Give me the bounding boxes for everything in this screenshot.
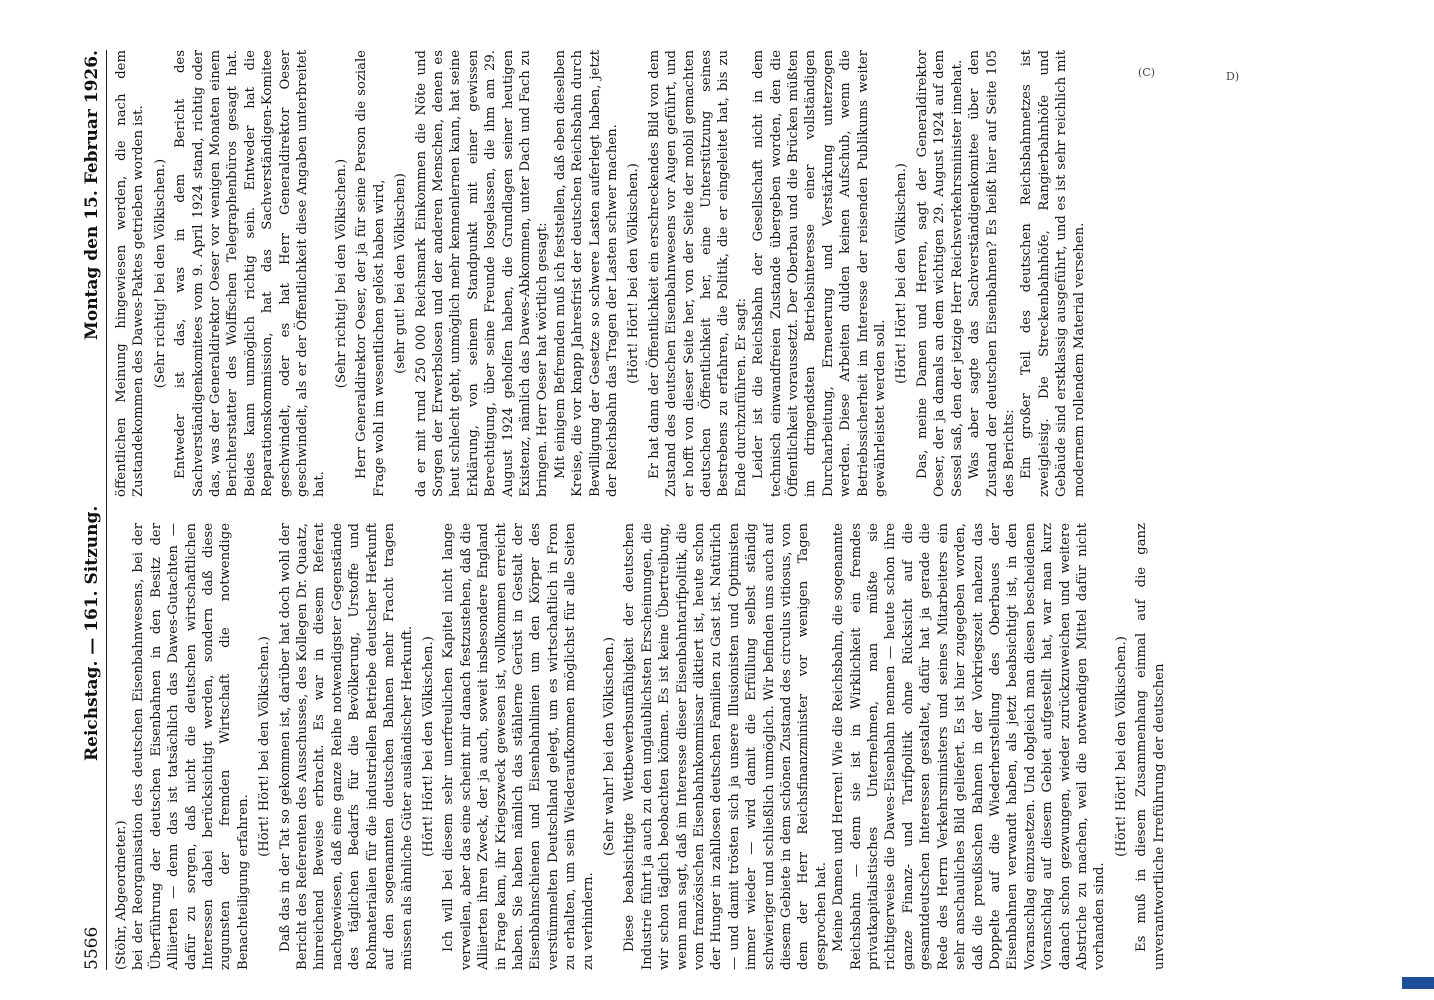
newspaper-page [60,20,1400,1000]
quotation: Leider ist die Reichsbahn der Gesellschaft nicht in dem technisch einwandfreien Zustande übergeben worden, den die Öffentlichkeit voraussetzt. Der Oberbau und die Brücken müßten im dringendsten Betriebsinteresse einer vollständigen Durcharbeitung, Erneuerung und Verstärkung unterzogen werden. Diese Arbeiten dulden keinen Aufschub, wenn die Betriebssicherheit im Interesse der reisenden Publikums weiter gewährleistet werden soll. [751,50,889,497]
paragraph: Meine Damen und Herren! Wie die Reichsbahn, die sogenannte Reichsbahn — denn sie ist in Wirklichkeit ein fremdes privatkapitalistisches Unternehmen, man müßte sie richtigerweise die Dawes-Eisenbahn nennen — heute schon ihre ganze Finanz- und Tarifpolitik ohne Rücksicht auf die gesamtdeutschen Interessen gestaltet, dafür hat ja gerade die Rede des Herrn Verkehrsministers und seines Mitarbeiters ein sehr anschauliches Bild geliefert. Es ist hier zugegeben worden, daß die preußischen Bahnen in der Vorkriegszeit nahezu das Doppelte auf die Wiederherstellung des Oberbaues der Eisenbahnen verwandt haben, als jetzt beabsichtigt ist, in den Voranschlag einzusetzen. Und obgleich man diesen bescheidenen Voranschlag auf diesem Gebiet aufgestellt hat, war man kurz danach schon gezwungen, wieder zurückzuweichen und weitere Abstriche zu machen, weil die notwendigen Mittel dafür nicht vorhanden sind. [831,523,1108,970]
paragraph: Daß das in der Tat so gekommen ist, darüber hat doch wohl der Bericht des Referenten des Ausschusses, des Kollegen Dr. Quaatz, hinreichend Beweise erbracht. Es war in diesem Referat nachgewiesen, daß eine ganze Reihe notwendigster Gegenstände des täglichen Bedarfs für die Bevölkerung, Urstoffe und Rohmaterialien für die industriellen Betriebe deutscher Herkunft auf den sogenannten deutschen Bahnen mehr Fracht tragen müssen als ähnliche Güter ausländischer Herkunft. [277,523,415,970]
paragraph: Was aber sagte das Sachverständigenkomitee über den Zustand der deutschen Eisenbahnen? Es heißt hier auf Seite 105 des Berichts: [967,50,1017,497]
interjection: (Hört! Hört! bei den Völkischen.) [1113,636,1129,857]
paragraph: da er mit rund 250 000 Reichsmark Einkommen die Nöte und Sorgen der Erwerbslosen und der anderen Menschen, denen es heut schlecht geht, unmöglich mehr kennenlernen kann, hat seine Erklärung, von seinem Standpunkt mit einer gewissen Berechtigung, über seine Freunde losgelassen, die ihm am 29. August 1924 geholfen haben, die Grundlagen seiner heutigen Existenz, nämlich das Dawes-Abkommen, unter Dach und Fach zu bringen. Herr Oeser hat wörtlich gesagt: [413,50,551,497]
interjection: (Hört! Hört! bei den Völkischen.) [894,163,910,384]
speaker-line: (Stöhr, Abgeordneter.) [114,820,129,970]
session-title: Reichstag. — 161. Sitzung. [82,505,102,761]
paragraph: Er hat dann der Öffentlichkeit ein erschreckendes Bild von dem Zustand des deutschen Eisenbahnwesens vor Augen geführt, und er hofft von dieser Seite her, von der Seite der mobil gemachten deutschen Öffentlichkeit her, eine Unterstützung seines Bestrebens zu erfahren, die Politik, die er eingeleitet hat, bis zu Ende durchzuführen. Er sagt: [646,50,749,497]
quotation: Mit einigem Befremden muß ich feststellen, daß eben dieselben Kreise, die vor knapp Jahresfrist der deutschen Reichsbahn durch Bewilligung der Gesetze so schwere Lasten auferlegt haben, jetzt der Reichsbahn das Tragen der Lasten schwer machen. [552,50,620,497]
paragraph: Ich will bei diesem sehr unerfreulichen Kapitel nicht lange verweilen, aber das eine scheint mir danach festzustehen, daß die Alliierten ihren Zweck, der ja auch, soweit insbesondere England in Frage kam, ihr Kriegszweck gewesen ist, vollkommen erreicht haben. Sie haben nämlich das stählerne Gerüst in Gestalt der Eisenbahnschienen und Eisenbahnlinien um den Körper des verstümmelten Deutschland gelegt, um es wirtschaftlich in Fron zu erhalten, um sein Wiederaufkommen möglichst für alle Seiten zu verhindern. [441,523,596,970]
interjection: (Sehr richtig! bei den Völkischen.) [333,158,349,389]
interjection: (Hört! Hört! bei den Völkischen.) [257,636,273,857]
page-number: 5566 [82,926,102,970]
paragraph: Diese beabsichtigte Wettbewerbsunfähigkeit der deutschen Industrie führt ja auch zu den unglaublichsten Erscheinungen, die wir schon täglich beobachten können. Es ist keine Übertreibung, wenn man sagt, daß im Interesse dieser Eisenbahntarifpolitik, die vom französischen Eisenbahnkommissar diktiert ist, heute schon der Hunger in zahllosen deutschen Familien zu Gast ist. Natürlich — und damit trösten sich ja unsere Illusionisten und Optimisten immer wieder — wird damit die Erfüllung selbst ständig schwieriger und schließlich unmöglich. Wir befinden uns auch auf diesem Gebiete in dem schönen Zustand des circulus vitiosus, von dem der Herr Reichsfinanzminister vor wenigen Tagen gesprochen hat. [622,523,829,970]
right-column [113,50,1383,497]
paragraph: Es muß in diesem Zusammenhang einmal auf die ganz unverantwortliche Irreführung der deutschen [1134,523,1167,970]
margin-marker-c: (C) [1138,66,1155,79]
interjection: (Hört! Hört! bei den Völkischen.) [626,163,642,384]
paragraph: bei der Reorganisation des deutschen Eisenbahnwesens, bei der Überführung der deutschen Eisenbahnen in den Besitz der Alliierten — denn das ist tatsächlich das Dawes-Gutachten — dafür zu sorgen, daß nicht die deutschen wirtschaftlichen Interessen dabei berücksichtigt werden, sondern daß diese zugunsten der fremden Wirtschaft die notwendige Benachteiligung erfahren. [131,523,251,970]
text-columns [113,50,1383,970]
paragraph: Entweder ist das, was in dem Bericht des Sachverständigenkomitees vom 9. April 1924 stand, richtig oder das, was der Generaldirektor Oeser vor wenigen Monaten einem Berichterstatter des Wolffschen Telegraphenbüros gesagt hat. Beides kann unmöglich richtig sein. Entweder hat die Reparationskommission, hat das Sachverständigen-Komitee geschwindelt, oder es hat Herr Generaldirektor Oeser geschwindelt, als er der Öffentlichkeit diese Angaben unterbreitet hat. [173,50,328,497]
session-date: Montag den 15. Februar 1926. [82,50,102,340]
left-column [113,523,1383,970]
paragraph: öffentlichen Meinung hingewiesen werden, die nach dem Zustandekommen des Dawes-Paktes getrieben worden ist. [114,50,147,497]
interjection: (sehr gut! bei den Völkischen) [393,173,409,374]
quotation: Ein großer Teil des deutschen Reichsbahnnetzes ist zweigleisig. Die Streckenbahnhöfe, Rangierbahnhöfe und Gebäude sind erstklassig ausgeführt, und es ist sehr reichlich mit modernem rollendem Material versehen. [1019,50,1087,497]
paragraph: Herr Generaldirektor Oeser, der ja für seine Person die soziale Frage wohl im wesentlichen gelöst haben wird, [354,50,387,497]
digitization-credit [1404,8,1428,992]
interjection: (Sehr richtig! bei den Völkischen.) [152,158,168,389]
page-header [82,50,107,970]
dfg-logo [1402,977,1434,989]
interjection: (Hört! Hört! bei den Völkischen.) [420,636,436,857]
paragraph: Das, meine Damen und Herren, sagt der Generaldirektor Oeser, der ja damals an dem wichtigen 29. August 1924 auf dem Sessel saß, den der jetzige Herr Reichsverkehrsminister innehat. [914,50,965,497]
interjection: (Sehr wahr! bei den Völkischen.) [601,637,617,856]
margin-marker-d: D) [1226,70,1240,83]
